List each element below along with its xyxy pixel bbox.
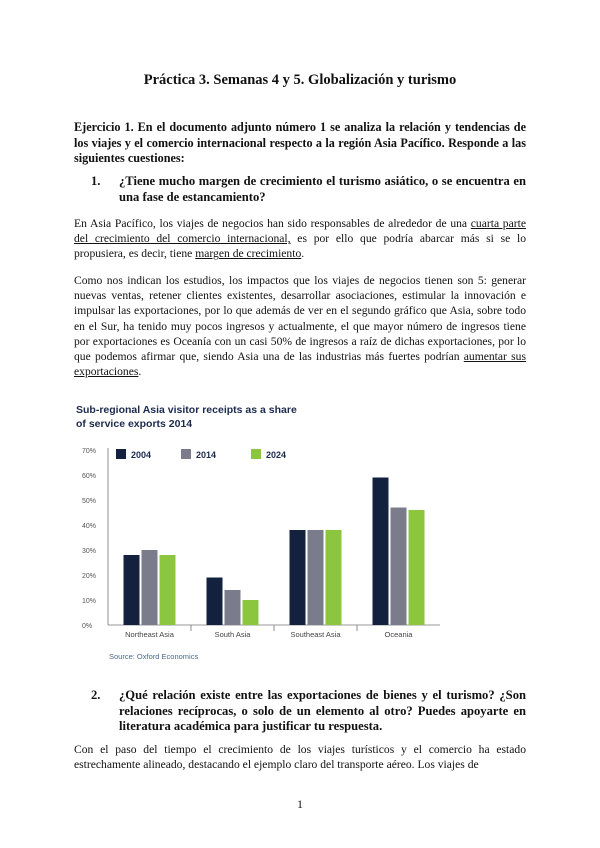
legend-swatch-2004 (116, 449, 126, 459)
bar-2004-southeast-asia (290, 530, 306, 625)
y-tick-label: 10% (82, 598, 97, 605)
question-2 (74, 688, 526, 735)
y-tick-label: 60% (82, 473, 97, 480)
legend-label-2024: 2024 (266, 450, 287, 460)
y-tick-label: 50% (82, 498, 97, 505)
bar-2004-northeast-asia (124, 555, 140, 625)
page-title: Práctica 3. Semanas 4 y 5. Globalización y turismo (143, 72, 457, 88)
y-tick-label: 20% (82, 573, 97, 580)
question-1-number: 1. (91, 174, 101, 188)
answer-1-p2-text: Como nos indican los estudios, los impactos que los viajes de negocios tienen son 5: generar nuevas ventas, retener clientes existentes, desarrollar asociaciones, estimular la innovación e impulsar las exportaciones, por lo que además de ver en el segundo gráfico que Asia, sobre todo en el Sur, ha tenido muy pocos ingresos y actualmente, el que mayor número de ingresos tiene por exportaciones es Oceanía con un casi 50% de ingresos a raíz de dichas exportaciones, por lo que podemos afirmar que, siendo Asia una de las industrias más fuertes podrían (74, 274, 526, 364)
chart-title-line-1: Sub-regional Asia visitor receipts as a share (76, 404, 297, 416)
bar-2014-south-asia (225, 590, 241, 625)
x-tick-label: Oceania (384, 630, 413, 639)
page-number: 1 (297, 797, 303, 811)
visitor-receipts-chart (76, 402, 446, 664)
bar-2004-oceania (373, 478, 389, 626)
bar-2014-northeast-asia (142, 550, 158, 625)
bar-2024-oceania (409, 510, 425, 625)
bar-2014-southeast-asia (308, 530, 324, 625)
bar-2014-oceania (391, 508, 407, 626)
answer-1-p1-text-a: En Asia Pacífico, los viajes de negocios han sido responsables de alrededor de una (74, 217, 468, 230)
legend-swatch-2014 (181, 449, 191, 459)
answer-1-p1-text-c: . (301, 247, 305, 261)
answer-1-paragraph-1 (74, 216, 526, 262)
legend-swatch-2024 (251, 449, 261, 459)
bar-2024-south-asia (243, 600, 259, 625)
bar-2004-south-asia (207, 578, 223, 626)
y-tick-label: 70% (82, 448, 97, 455)
question-2-text: ¿Qué relación existe entre las exportaciones de bienes y el turismo? ¿Son relaciones recíprocas, o solo de un elemento al otro? Puedes apoyarte en literatura académica para justificar tu respuesta. (119, 688, 526, 733)
answer-1-p2-underlined: aumentar sus exportaciones (74, 350, 526, 379)
answer-2-paragraph: Con el paso del tiempo el crecimiento de los viajes turísticos y el comercio ha estado estrechamente alineado, destacando el ejemplo claro del transporte aéreo. Los viajes de (74, 743, 526, 772)
legend-label-2014: 2014 (196, 450, 217, 460)
x-tick-label: South Asia (214, 630, 251, 639)
answer-1-paragraph-2 (74, 273, 526, 379)
chart-title-line-2: of service exports 2014 (76, 418, 193, 430)
bar-2024-northeast-asia (160, 555, 176, 625)
question-1 (74, 174, 526, 205)
x-tick-label: Northeast Asia (125, 630, 174, 639)
y-tick-label: 0% (82, 623, 93, 630)
question-2-number: 2. (91, 688, 101, 702)
answer-1-p2-end: . (138, 365, 142, 379)
answer-1-p1-underlined-b: margen de crecimiento (195, 247, 302, 261)
chart-source: Source: Oxford Economics (109, 652, 199, 661)
bar-2024-southeast-asia (326, 530, 342, 625)
legend-label-2004: 2004 (131, 450, 152, 460)
answer-1-p1-underlined-a: cuarta parte del crecimiento del comercio internacional, (74, 217, 526, 246)
exercise-1-prompt: Ejercicio 1. En el documento adjunto número 1 se analiza la relación y tendencias de los viajes y el comercio internacional respecto a la región Asia Pacífico. Responde a las siguientes cuestiones: (74, 120, 526, 165)
question-1-text: ¿Tiene mucho margen de crecimiento el turismo asiático, o se encuentra en una fase de estancamiento? (119, 174, 526, 204)
x-tick-label: Southeast Asia (290, 630, 341, 639)
y-tick-label: 40% (82, 523, 97, 530)
y-tick-label: 30% (82, 548, 97, 555)
answer-1-p1-text-b: es por ello que podría abarcar más si se lo propusiera, es decir, tiene (74, 232, 527, 261)
